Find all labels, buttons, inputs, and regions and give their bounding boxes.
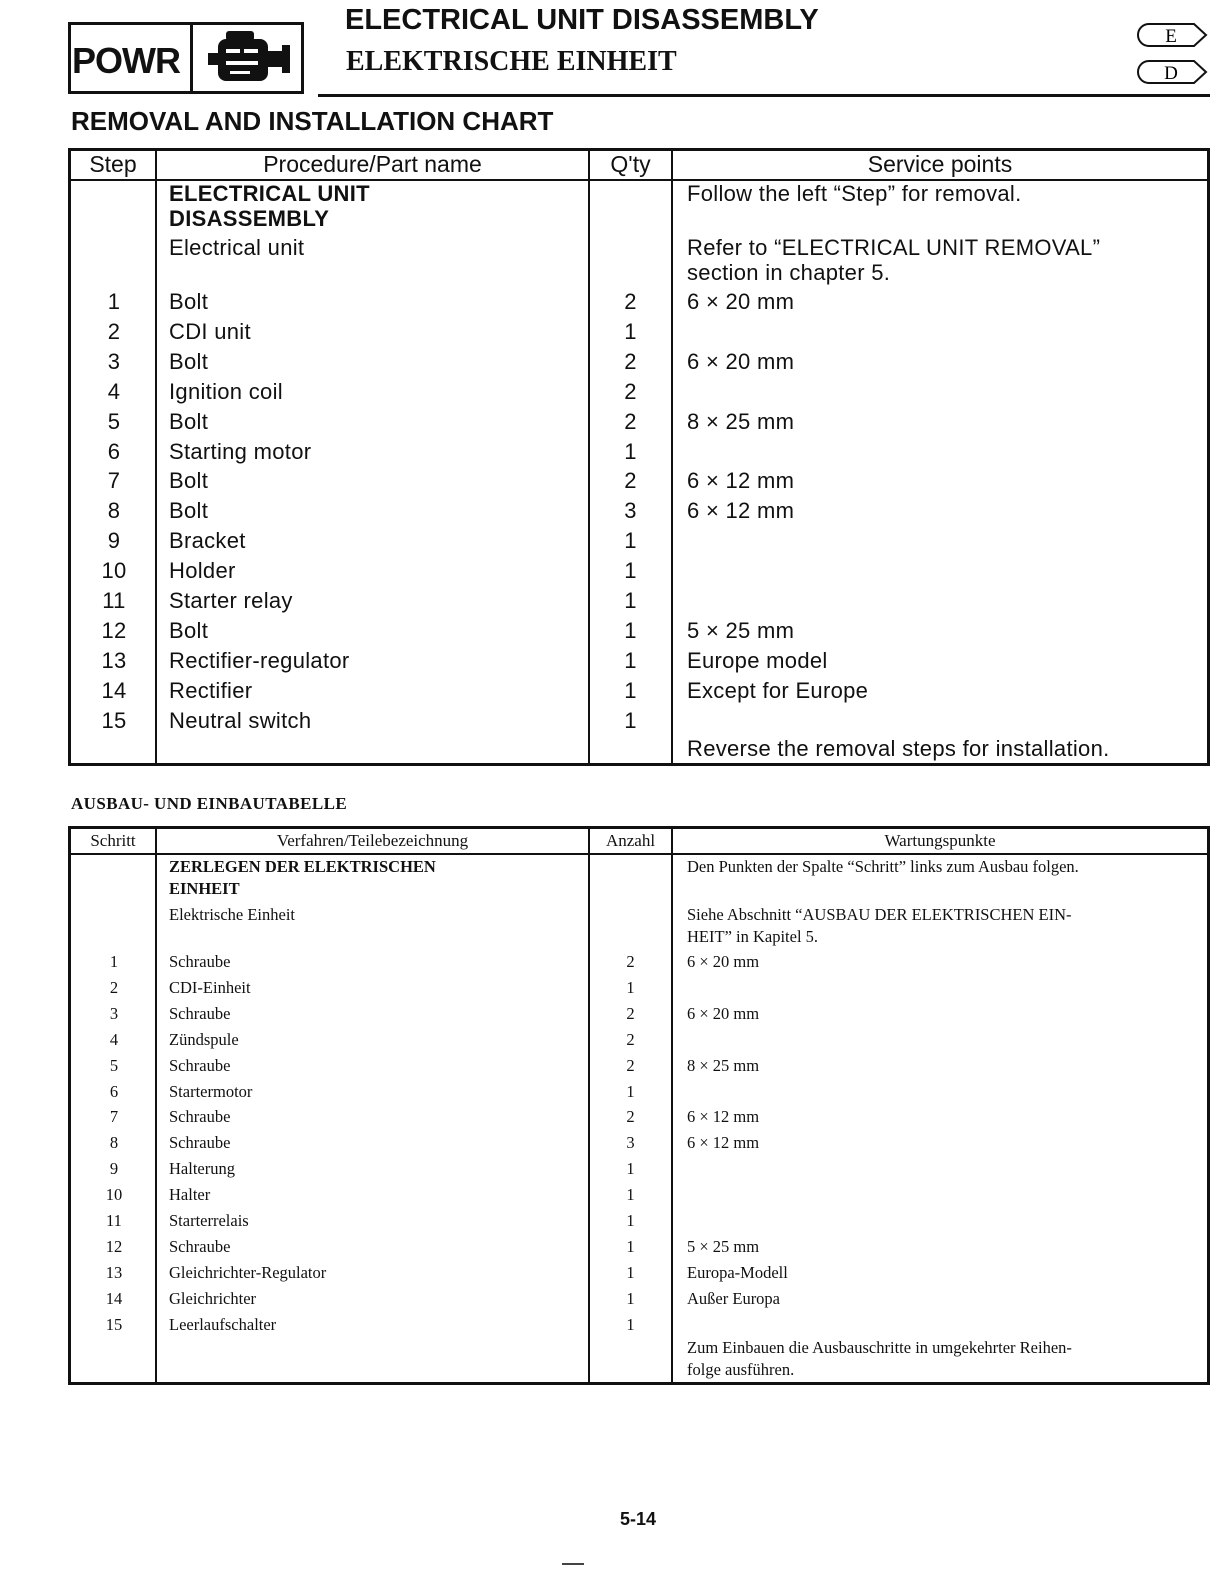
row-service-point: Except for Europe [687, 677, 869, 703]
row-step: 9 [107, 528, 121, 554]
row-service-point: 6 × 12 mm [687, 1133, 760, 1153]
row-step: 3 [107, 348, 121, 374]
group-unit: Electrical unit [169, 235, 305, 260]
row-step: 4 [109, 1029, 119, 1049]
row-part-name: Rectifier [169, 677, 253, 703]
row-step: 11 [106, 1211, 122, 1230]
group-unit-note: Refer to “ELECTRICAL UNIT REMOVAL” [687, 235, 1101, 260]
row-part-name: Starter relay [169, 588, 293, 613]
row-step: 14 [105, 1288, 123, 1308]
row-quantity: 2 [624, 468, 637, 494]
row-step: 5 [109, 1055, 119, 1075]
column-header-procedure: Procedure/Part name [263, 151, 482, 177]
row-quantity: 1 [624, 647, 637, 673]
row-part-name: Bolt [169, 348, 209, 374]
row-service-point: 5 × 25 mm [687, 617, 795, 643]
page-title-german: ELEKTRISCHE EINHEIT [346, 46, 677, 77]
row-part-name: Gleichrichter [169, 1288, 257, 1308]
row-quantity: 1 [626, 1159, 635, 1179]
column-header-procedure: Verfahren/Teilebezeichnung [276, 831, 469, 850]
chart-title-german: AUSBAU- UND EINBAUTABELLE [71, 794, 348, 813]
row-quantity: 1 [626, 1288, 635, 1308]
row-part-name: Holder [169, 558, 236, 584]
row-step: 10 [101, 558, 127, 584]
row-quantity: 1 [626, 1236, 635, 1256]
row-step: 12 [101, 617, 127, 643]
row-step: 6 [107, 438, 121, 464]
footer-note: Reverse the removal steps for installation. [687, 736, 1110, 761]
row-service-point: 6 × 20 mm [687, 289, 795, 314]
row-service-point: 6 × 12 mm [687, 1107, 760, 1127]
section-tab-divider [190, 22, 193, 94]
column-header-service-points: Wartungspunkte [884, 831, 996, 850]
row-part-name: Schraube [169, 1107, 231, 1127]
row-quantity: 2 [624, 408, 637, 434]
group-name: ZERLEGEN DER ELEKTRISCHEN [169, 857, 436, 876]
row-service-point: 6 × 12 mm [687, 498, 795, 524]
group-name: ELECTRICAL UNIT [169, 181, 370, 206]
row-step: 2 [109, 977, 119, 997]
row-quantity: 2 [624, 378, 637, 404]
row-step: 7 [109, 1107, 119, 1127]
row-part-name: Halter [169, 1185, 211, 1205]
column-header-qty: Anzahl [605, 831, 656, 850]
row-step: 12 [105, 1236, 123, 1256]
row-part-name: Leerlaufschalter [169, 1314, 277, 1334]
row-quantity: 2 [626, 1029, 635, 1049]
row-quantity: 1 [626, 977, 635, 997]
page-title: ELECTRICAL UNIT DISASSEMBLY [345, 4, 819, 36]
row-step: 15 [105, 1314, 123, 1334]
row-part-name: Halterung [169, 1159, 235, 1179]
footer-note: Zum Einbauen die Ausbauschritte in umgekehrter Reihen- [687, 1338, 1072, 1357]
row-step: 11 [102, 588, 126, 613]
row-step: 3 [109, 1003, 119, 1023]
row-service-point: 6 × 20 mm [687, 348, 795, 374]
column-header-step: Schritt [90, 831, 136, 850]
language-badge-e [1136, 22, 1208, 48]
row-step: 15 [101, 707, 127, 733]
row-step: 6 [109, 1081, 119, 1101]
row-part-name: CDI-Einheit [169, 977, 251, 997]
row-quantity: 2 [624, 348, 637, 374]
row-part-name: Schraube [169, 1236, 231, 1256]
row-part-name: Bolt [169, 498, 209, 524]
row-quantity: 1 [626, 1211, 635, 1230]
row-service-point: Europa-Modell [687, 1262, 788, 1282]
header-rule [318, 94, 1210, 97]
row-quantity: 2 [626, 1055, 635, 1075]
group-note: Follow the left “Step” for removal. [687, 181, 1022, 206]
row-service-point: 6 × 20 mm [687, 1003, 760, 1023]
group-unit-note: Siehe Abschnitt “AUSBAU DER ELEKTRISCHEN EIN- [687, 905, 1072, 924]
chart-title: REMOVAL AND INSTALLATION CHART [71, 106, 554, 136]
header-divider [71, 853, 1207, 855]
row-quantity: 1 [626, 1081, 635, 1101]
footer-note-continued: folge ausführen. [687, 1360, 795, 1379]
row-part-name: Bracket [169, 528, 246, 554]
column-header-qty: Q'ty [610, 151, 651, 177]
row-quantity: 1 [626, 1185, 635, 1205]
row-service-point: Außer Europa [687, 1288, 781, 1308]
row-quantity: 1 [626, 1262, 635, 1282]
row-quantity: 1 [624, 318, 637, 344]
group-unit-note-continued: HEIT” in Kapitel 5. [687, 927, 819, 946]
row-service-point: 8 × 25 mm [687, 408, 795, 434]
language-badge-d-label: D [1164, 63, 1178, 84]
row-service-point: 5 × 25 mm [687, 1236, 760, 1256]
removal-installation-table [68, 148, 1210, 766]
row-quantity: 2 [624, 289, 637, 314]
row-part-name: Starterrelais [169, 1211, 249, 1230]
row-part-name: Schraube [169, 1055, 231, 1075]
row-service-point: 6 × 20 mm [687, 952, 760, 971]
row-step: 2 [107, 318, 121, 344]
row-step: 7 [107, 468, 121, 494]
page-edge-mark [562, 1563, 584, 1565]
row-step: 1 [109, 952, 119, 971]
row-quantity: 3 [624, 498, 637, 524]
row-quantity: 2 [626, 952, 635, 971]
row-part-name: Zündspule [169, 1029, 239, 1049]
row-quantity: 1 [624, 617, 637, 643]
row-part-name: Bolt [169, 408, 209, 434]
row-quantity: 1 [624, 558, 637, 584]
row-step: 4 [107, 378, 121, 404]
row-part-name: Rectifier-regulator [169, 647, 350, 673]
column-header-service-points: Service points [867, 151, 1013, 177]
row-quantity: 1 [624, 438, 637, 464]
column-header-step: Step [89, 151, 137, 177]
row-step: 14 [101, 677, 127, 703]
row-quantity: 1 [624, 588, 637, 613]
row-step: 8 [107, 498, 121, 524]
row-step: 1 [107, 289, 121, 314]
row-step: 10 [105, 1185, 123, 1205]
row-part-name: Ignition coil [169, 378, 283, 404]
row-step: 13 [105, 1262, 123, 1282]
row-service-point: 8 × 25 mm [687, 1055, 760, 1075]
row-quantity: 1 [624, 677, 637, 703]
row-part-name: Bolt [169, 468, 209, 494]
row-quantity: 1 [624, 528, 637, 554]
row-quantity: 3 [626, 1133, 635, 1153]
page-number: 5-14 [620, 1509, 657, 1529]
row-part-name: Neutral switch [169, 707, 312, 733]
column-divider [671, 829, 673, 1382]
row-quantity: 2 [626, 1003, 635, 1023]
language-badge-e-label: E [1165, 26, 1177, 47]
row-service-point: Europe model [687, 647, 828, 673]
engine-power-icon [206, 31, 296, 87]
row-quantity: 2 [626, 1107, 635, 1127]
group-name-continued: DISASSEMBLY [169, 206, 330, 231]
row-step: 13 [101, 647, 127, 673]
row-part-name: Schraube [169, 952, 231, 971]
row-part-name: Schraube [169, 1003, 231, 1023]
group-name-continued: EINHEIT [169, 879, 240, 898]
removal-installation-table-german [68, 826, 1210, 1385]
row-quantity: 1 [626, 1314, 635, 1334]
row-service-point: 6 × 12 mm [687, 468, 795, 494]
row-part-name: Bolt [169, 617, 209, 643]
row-part-name: Startermotor [169, 1081, 253, 1101]
column-divider [671, 151, 673, 763]
group-unit-note-continued: section in chapter 5. [687, 260, 891, 285]
row-step: 9 [109, 1159, 119, 1179]
language-badge-d [1136, 59, 1208, 85]
row-step: 5 [107, 408, 121, 434]
section-label: POWR [72, 40, 180, 81]
group-unit: Elektrische Einheit [169, 905, 295, 924]
row-step: 8 [109, 1133, 119, 1153]
row-part-name: CDI unit [169, 318, 251, 344]
row-part-name: Starting motor [169, 438, 312, 464]
row-quantity: 1 [624, 707, 637, 733]
row-part-name: Schraube [169, 1133, 231, 1153]
row-part-name: Bolt [169, 289, 209, 314]
group-note: Den Punkten der Spalte “Schritt” links zum Ausbau folgen. [687, 857, 1079, 876]
row-part-name: Gleichrichter-Regulator [169, 1262, 327, 1282]
